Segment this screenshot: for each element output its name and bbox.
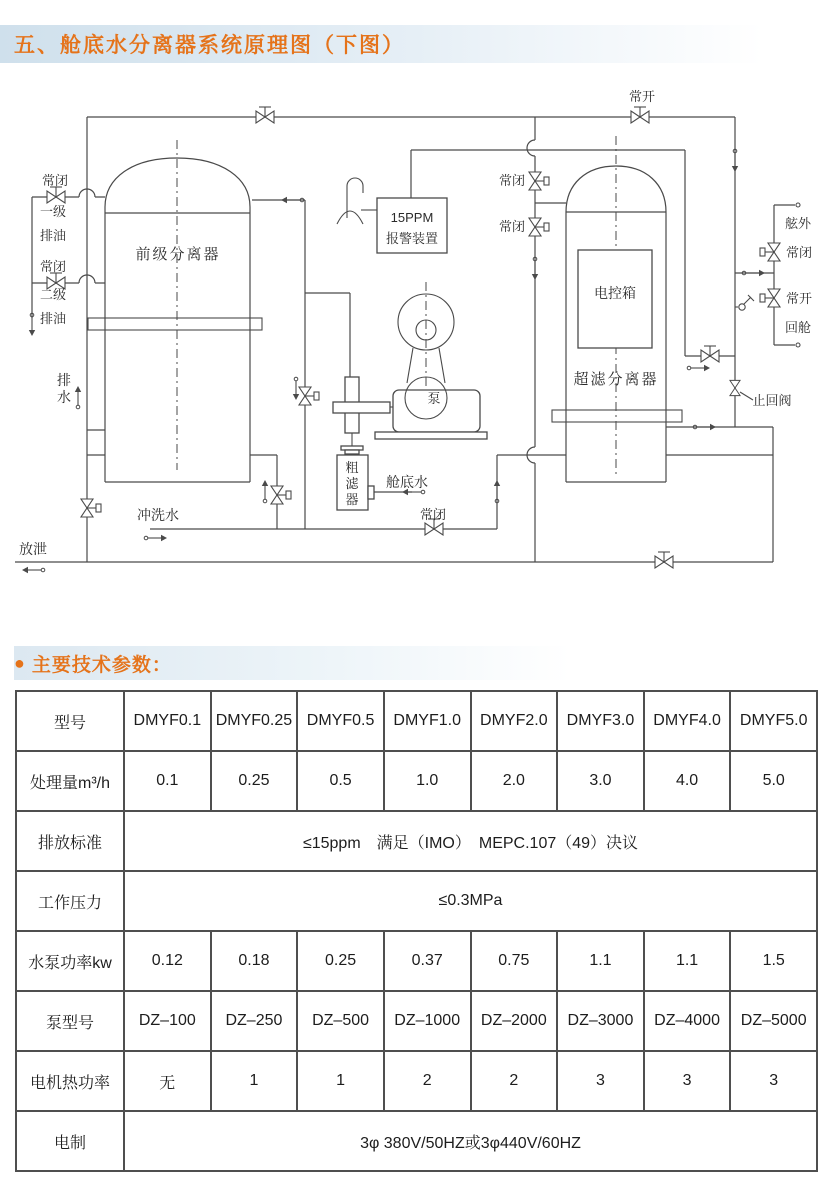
label-pump: 泵 [427,391,441,406]
spec-cell: 0.12 [124,931,211,991]
label-mid-valve1: 常闭 [498,173,526,188]
riser-up-arrow [494,480,500,503]
label-oil1-row1: 一级 [39,204,67,219]
spec-cell: 1.1 [644,931,731,991]
spec-row-capacity [16,751,817,811]
params-heading: 主要技术参数： [31,654,172,676]
label-return-cabin: 回舱 [784,320,812,335]
spec-span-cell: ≤15ppm 满足（IMO） MEPC.107（49）决议 [124,811,817,871]
params-heading-strip [14,646,600,680]
spec-row-label: 工作压力 [16,871,124,931]
spec-cell: DZ–4000 [644,991,731,1051]
spec-cell: DMYF0.5 [297,691,384,751]
spec-cell: DMYF5.0 [730,691,817,751]
valve-sample-line [299,387,319,405]
spec-row-label: 水泵功率kw [16,931,124,991]
spec-cell: 0.75 [471,931,558,991]
valve-top-left [256,107,274,123]
spec-cell: DZ–5000 [730,991,817,1051]
label-overboard-valve: 常闭 [785,245,813,260]
spec-cell: 0.18 [211,931,298,991]
diagram-labels [19,89,812,557]
valve-bypass [701,346,719,362]
spec-row-label: 泵型号 [16,991,124,1051]
valve-top-right-open [631,107,649,123]
spec-cell: 0.1 [124,751,211,811]
spec-span-cell: 3φ 380V/50HZ或3φ440V/60HZ [124,1111,817,1171]
right-down-arrow [732,149,738,172]
spec-cell: DMYF0.1 [124,691,211,751]
label-check-valve: 止回阀 [752,393,792,408]
spec-cell: 1.5 [730,931,817,991]
label-overboard: 舷外 [784,216,812,231]
manifold-arrow [742,270,765,276]
label-mid-valve2: 常闭 [498,219,526,234]
left-tank-flange [88,318,262,330]
spec-table [15,690,818,1172]
label-alarm-line1: 15PPM [390,210,434,225]
valve-tank-bottom [271,486,291,504]
spec-cell: 1.0 [384,751,471,811]
label-oil2-row1: 二级 [39,287,67,302]
drain-outlet-arrow [22,567,45,573]
spec-row-label: 型号 [16,691,124,751]
sample-down-arrow [293,377,299,400]
spec-row-model [16,691,817,751]
drain-water-arrow [75,386,81,409]
port-out-arrow [693,424,716,430]
spec-cell: DZ–250 [211,991,298,1051]
spec-row-pump-power [16,931,817,991]
label-inlet-valve: 常闭 [419,507,447,522]
suction-crossbar [333,402,390,413]
spec-cell: DZ–100 [124,991,211,1051]
check-valve [730,380,740,395]
spec-cell: 3 [644,1051,731,1111]
spec-cell: 3 [557,1051,644,1111]
spec-cell: DMYF0.25 [211,691,298,751]
label-oil1-row2: 排油 [39,228,67,243]
system-schematic [0,80,830,620]
spec-span-cell: ≤0.3MPa [124,871,817,931]
right-tank-flange [552,410,682,422]
spec-cell: DMYF2.0 [471,691,558,751]
spec-cell: 0.25 [297,931,384,991]
spec-row-label: 电制 [16,1111,124,1171]
spec-cell: 2.0 [471,751,558,811]
bypass-arrow [687,365,710,371]
valve-bottom-drain [655,552,673,568]
spec-cell: 2 [471,1051,558,1111]
label-tank-left: 前级分离器 [135,246,221,263]
pump-unit [375,282,487,439]
spec-cell: 2 [384,1051,471,1111]
label-drain-water: 排水 [57,372,71,405]
spec-cell: DMYF4.0 [644,691,731,751]
oil-out-arrow [29,313,35,336]
spec-cell: 1 [211,1051,298,1111]
spec-row-pump-model [16,991,817,1051]
label-alarm-line2: 报警装置 [385,231,439,246]
flush-arrow [144,535,167,541]
spec-row-electric-system [16,1111,817,1171]
valve-mid-lower-closed [529,218,549,236]
pipe-network [15,117,800,562]
label-oil1-state: 常闭 [41,173,69,188]
spec-cell: DMYF1.0 [384,691,471,751]
valve-oil-discharge-1 [47,187,65,203]
label-tank-right: 超滤分离器 [573,371,659,388]
label-oil2-row2: 排油 [39,311,67,326]
ultrafilter-separator-tank [552,136,682,482]
spec-cell: DZ–500 [297,991,384,1051]
valve-left-rail [81,499,101,517]
page-title: 五、舱底水分离器系统原理图（下图） [14,34,405,57]
label-flush-water: 冲洗水 [137,507,179,523]
spec-cell: 0.25 [211,751,298,811]
spec-cell: 0.37 [384,931,471,991]
bullet-icon: ● [14,653,25,673]
spec-cell: DZ–3000 [557,991,644,1051]
label-bilge-water: 舱底水 [386,474,428,490]
sample-arrow [281,197,304,203]
valve-mid-upper-closed [529,172,549,190]
spec-cell: DZ–2000 [471,991,558,1051]
spec-row-label: 电机热功率 [16,1051,124,1111]
label-control-box: 电控箱 [594,285,636,301]
label-strainer: 粗滤器 [345,460,359,507]
label-oil2-state: 常闭 [39,259,67,274]
section-title-strip [0,25,830,63]
spec-row-working-pressure [16,871,817,931]
tank-bottom-arrow [262,480,268,503]
spec-cell: DMYF3.0 [557,691,644,751]
spec-cell: 1 [297,1051,384,1111]
spec-cell: DZ–1000 [384,991,471,1051]
valve-return-open [760,289,780,307]
spec-cell: 3 [730,1051,817,1111]
spec-cell: 1.1 [557,931,644,991]
label-return-valve: 常开 [785,291,813,306]
label-top-valve-open: 常开 [628,89,656,104]
spec-cell: 4.0 [644,751,731,811]
spec-row-label: 排放标准 [16,811,124,871]
valve-overboard-closed [760,243,780,261]
spec-row-discharge-standard [16,811,817,871]
spec-cell: 3.0 [557,751,644,811]
spec-cell: 无 [124,1051,211,1111]
label-drain-outlet: 放泄 [19,541,47,557]
spec-cell: 5.0 [730,751,817,811]
mid-down-arrow [532,257,538,280]
pump-base [375,432,487,439]
valves [47,107,780,568]
pre-stage-separator-tank [88,140,262,482]
spec-cell: 0.5 [297,751,384,811]
spec-row-heater-power [16,1051,817,1111]
spec-row-label: 处理量m³/h [16,751,124,811]
